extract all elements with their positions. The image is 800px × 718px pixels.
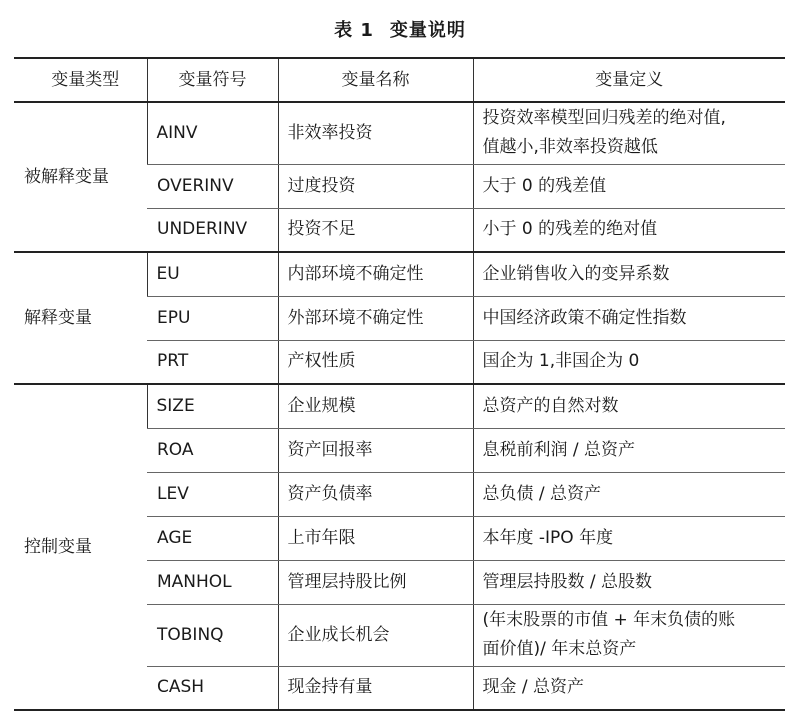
definition-line: 值越小,非效率投资越低 [482,137,658,158]
symbol-cell: EU [147,252,278,296]
definition-cell: 大于 0 的残差值 [473,164,785,208]
symbol-cell: CASH [147,666,278,710]
name-cell: 资产回报率 [278,428,473,472]
header-variable-name: 变量名称 [278,58,473,102]
definition-cell: 本年度 -IPO 年度 [473,516,785,560]
symbol-cell: SIZE [147,384,278,428]
definition-cell: 息税前利润 / 总资产 [473,428,785,472]
name-cell: 现金持有量 [278,666,473,710]
definition-cell [473,604,785,666]
table-caption [0,16,800,42]
definition-cell [473,102,785,164]
definition-cell: 国企为 1,非国企为 0 [473,340,785,384]
category-cell: 解释变量 [14,252,147,384]
header-variable-definition: 变量定义 [473,58,785,102]
definition-cell: 总资产的自然对数 [473,384,785,428]
definition-cell: 小于 0 的残差的绝对值 [473,208,785,252]
symbol-cell: TOBINQ [147,604,278,666]
symbol-cell: AGE [147,516,278,560]
definition-line: (年末股票的市值 + 年末负债的账 [482,610,736,630]
table-title: 变量说明 [389,20,466,41]
symbol-cell: ROA [147,428,278,472]
name-cell: 管理层持股比例 [278,560,473,604]
definition-cell: 现金 / 总资产 [473,666,785,710]
category-cell: 控制变量 [14,384,147,710]
symbol-cell: LEV [147,472,278,516]
name-cell: 投资不足 [278,208,473,252]
symbol-cell: EPU [147,296,278,340]
name-cell: 非效率投资 [278,102,473,164]
definition-cell: 总负债 / 总资产 [473,472,785,516]
name-cell: 企业成长机会 [278,604,473,666]
symbol-cell: PRT [147,340,278,384]
header-row [14,58,785,102]
symbol-cell: AINV [147,102,278,164]
definition-cell: 管理层持股数 / 总股数 [473,560,785,604]
name-cell: 外部环境不确定性 [278,296,473,340]
table-row [14,384,785,428]
category-cell: 被解释变量 [14,102,147,252]
name-cell: 过度投资 [278,164,473,208]
name-cell: 产权性质 [278,340,473,384]
symbol-cell: MANHOL [147,560,278,604]
definition-line: 投资效率模型回归残差的绝对值, [482,108,726,129]
table-row [14,252,785,296]
header-variable-symbol: 变量符号 [147,58,278,102]
definition-line: 面价值)/ 年末总资产 [482,639,637,659]
name-cell: 企业规模 [278,384,473,428]
name-cell: 资产负债率 [278,472,473,516]
name-cell: 上市年限 [278,516,473,560]
symbol-cell: UNDERINV [147,208,278,252]
name-cell: 内部环境不确定性 [278,252,473,296]
header-variable-type: 变量类型 [14,58,147,102]
table-row [14,102,785,164]
definition-cell: 企业销售收入的变异系数 [473,252,785,296]
variable-table [14,57,785,711]
symbol-cell: OVERINV [147,164,278,208]
table-number: 表 1 [334,20,374,41]
definition-cell: 中国经济政策不确定性指数 [473,296,785,340]
